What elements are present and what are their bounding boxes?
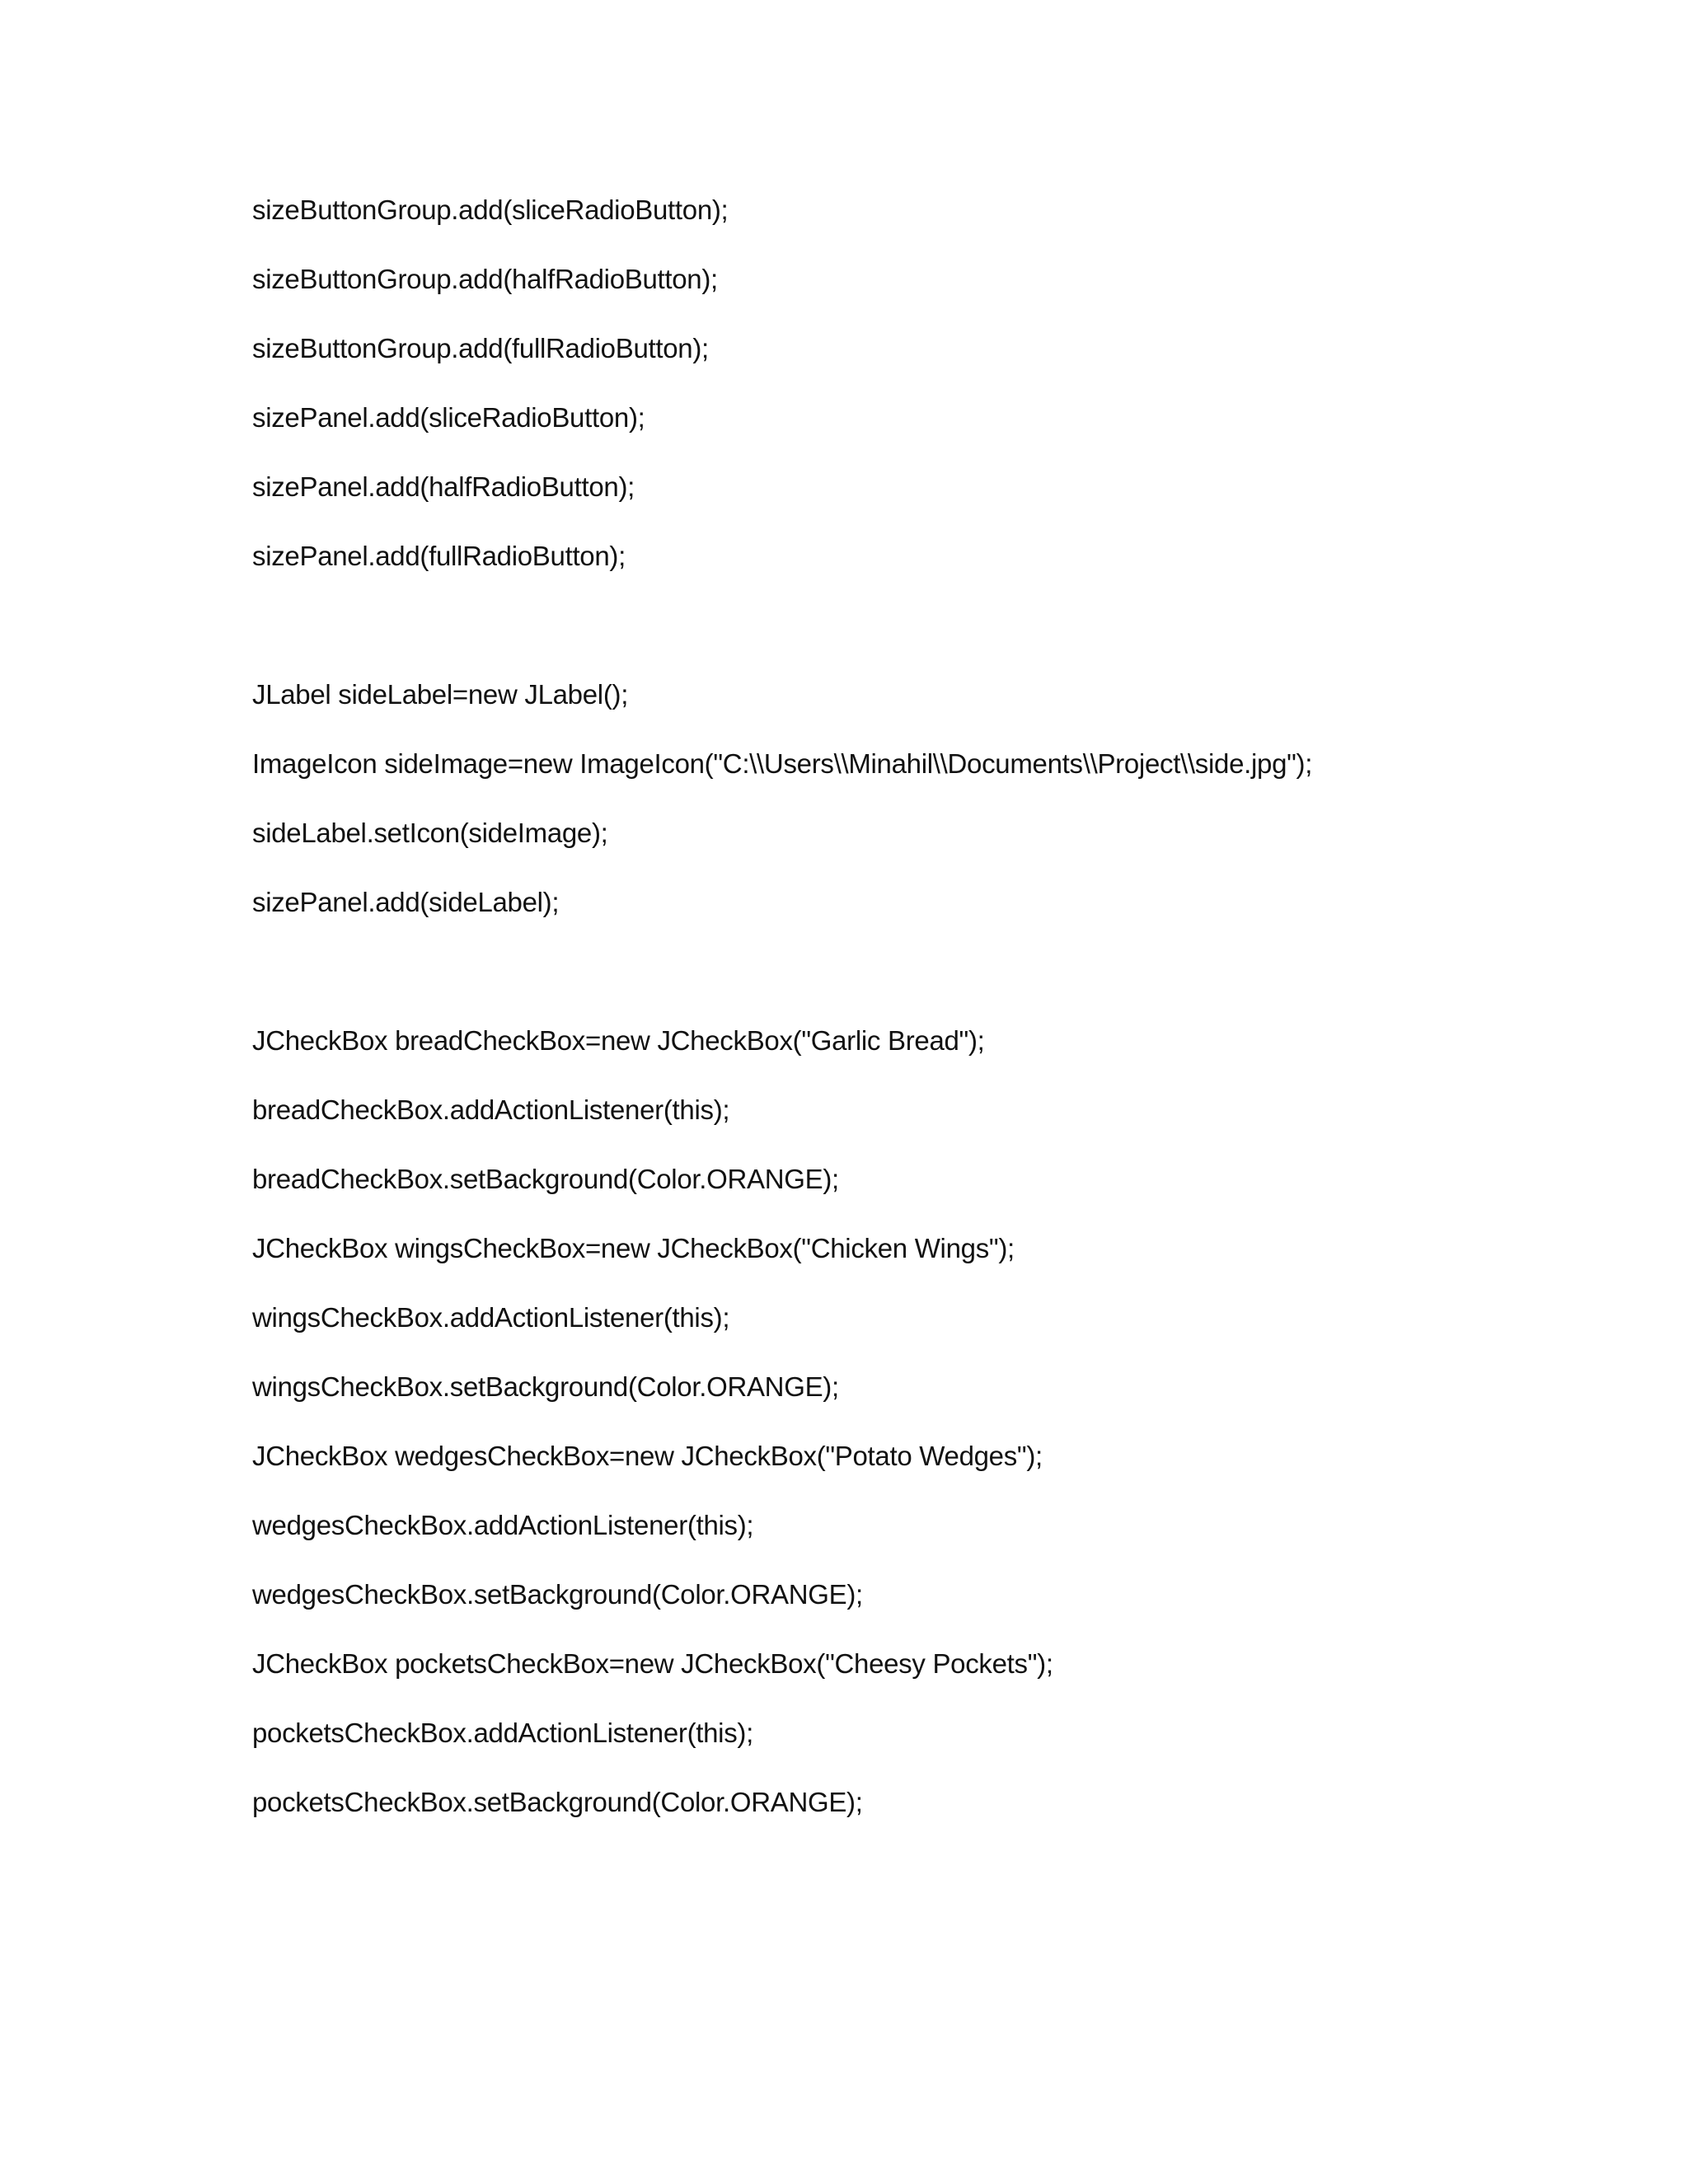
- blank-line: [252, 609, 1587, 642]
- code-line: JCheckBox breadCheckBox=new JCheckBox("Garlic Bread");: [252, 1025, 985, 1056]
- blank-line: [252, 955, 1587, 988]
- code-line: wedgesCheckBox.addActionListener(this);: [252, 1510, 754, 1540]
- code-line: wingsCheckBox.addActionListener(this);: [252, 1302, 730, 1333]
- code-line: sizePanel.add(sliceRadioButton);: [252, 402, 645, 433]
- code-line: JCheckBox wingsCheckBox=new JCheckBox("Chicken Wings");: [252, 1233, 1015, 1263]
- code-line: sizeButtonGroup.add(fullRadioButton);: [252, 333, 709, 363]
- code-line: JCheckBox pocketsCheckBox=new JCheckBox("Cheesy Pockets");: [252, 1648, 1053, 1679]
- code-line: sizePanel.add(halfRadioButton);: [252, 471, 635, 502]
- code-line: wedgesCheckBox.setBackground(Color.ORANGE);: [252, 1579, 863, 1610]
- code-line: pocketsCheckBox.addActionListener(this);: [252, 1718, 753, 1748]
- code-line: sizePanel.add(fullRadioButton);: [252, 541, 626, 571]
- code-line: ImageIcon sideImage=new ImageIcon("C:\\Users\\Minahil\\Documents\\Project\\side.jpg");: [252, 748, 1313, 779]
- code-line: pocketsCheckBox.setBackground(Color.ORANGE);: [252, 1787, 863, 1817]
- code-body: [252, 194, 1587, 1855]
- code-line: JCheckBox wedgesCheckBox=new JCheckBox("Potato Wedges");: [252, 1441, 1043, 1471]
- code-line: wingsCheckBox.setBackground(Color.ORANGE);: [252, 1371, 839, 1402]
- code-line: sizeButtonGroup.add(sliceRadioButton);: [252, 194, 729, 225]
- code-line: JLabel sideLabel=new JLabel();: [252, 679, 629, 710]
- code-line: sizePanel.add(sideLabel);: [252, 887, 560, 917]
- code-line: breadCheckBox.addActionListener(this);: [252, 1094, 730, 1125]
- code-line: breadCheckBox.setBackground(Color.ORANGE);: [252, 1164, 839, 1194]
- code-line: sideLabel.setIcon(sideImage);: [252, 818, 608, 848]
- code-line: sizeButtonGroup.add(halfRadioButton);: [252, 264, 718, 294]
